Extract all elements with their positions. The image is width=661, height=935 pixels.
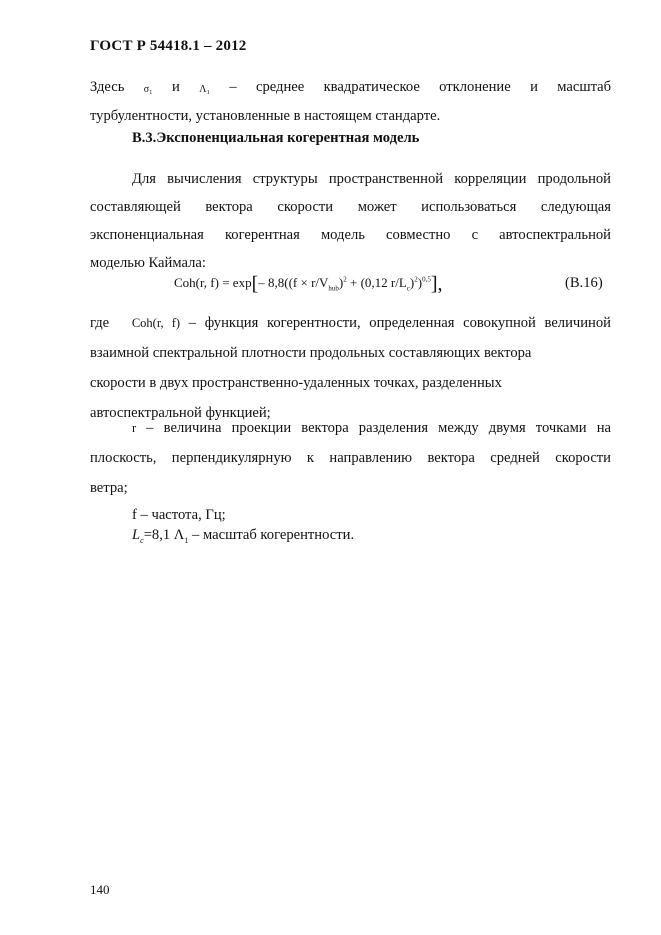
equation-number: (В.16) bbox=[565, 275, 603, 291]
paragraph-line-2: составляющей вектора скорости может использоваться следующая bbox=[90, 199, 611, 215]
def-f-text: – частота, Гц; bbox=[140, 507, 226, 523]
intro-line-2: турбулентности, установленные в настоящем стандарте. bbox=[90, 108, 441, 124]
f-symbol: f bbox=[132, 507, 137, 523]
where-block bbox=[90, 308, 611, 428]
where-line-2: взаимной спектральной плотности продольных составляющих вектора bbox=[90, 345, 532, 361]
coh-symbol: Coh(r, f) bbox=[131, 316, 181, 330]
lc-value: =8,1 Λ bbox=[143, 527, 185, 543]
main-paragraph bbox=[90, 165, 611, 277]
def-r-line-2: плоскость, перпендикулярную к направлению вектора средней скорости bbox=[90, 450, 611, 466]
where-label: где bbox=[90, 315, 110, 331]
formula-part-1: – 8,8((f × r/V bbox=[258, 275, 329, 290]
page-number: 140 bbox=[90, 882, 110, 897]
formula-exponent: 0,5 bbox=[422, 275, 431, 284]
where-line-4: автоспектральной функцией; bbox=[90, 405, 271, 421]
paragraph-line-4: моделью Каймала: bbox=[90, 255, 206, 271]
paragraph-line-1: Для вычисления структуры пространственной корреляции продольной bbox=[132, 171, 611, 187]
lc-symbol: L bbox=[132, 527, 141, 543]
intro-and: и bbox=[172, 79, 180, 95]
def-lc-text: – масштаб когерентности. bbox=[192, 527, 355, 543]
r-symbol: r bbox=[132, 421, 137, 435]
paragraph-line-3: экспоненциальная когерентная модель совместно с автоспектральной bbox=[90, 227, 611, 243]
def-r-line-1 bbox=[90, 413, 611, 443]
def-r-line-3: ветра; bbox=[90, 480, 128, 496]
formula-sub-hub: hub bbox=[328, 284, 339, 293]
formula-lhs: Coh(r, f) = exp bbox=[174, 275, 252, 290]
def-lc-line: $L_c=8,1$ $\Lambda_1$ – масштаб когерентности. bbox=[132, 527, 355, 545]
intro-rest: – среднее квадратическое отклонение и масштаб bbox=[229, 79, 612, 95]
where-line-3: скорости в двух пространственно-удаленных точках, разделенных bbox=[90, 375, 502, 391]
document-header: ГОСТ Р 54418.1 – 2012 bbox=[90, 38, 247, 54]
intro-paragraph bbox=[90, 74, 611, 129]
def-r-block bbox=[90, 413, 611, 503]
formula-tail: ], bbox=[430, 273, 443, 295]
sigma-symbol: σ₁ bbox=[143, 84, 153, 95]
intro-word-here: Здесь bbox=[90, 79, 125, 95]
where-rest: – функция когерентности, определенная совокупной величиной bbox=[188, 315, 611, 331]
coherence-formula: Coh(r, f) = exp[– $8,8((f \times r/V_{hub})^2 + (0,12$ $r/L_c)^2)^{0,5}$], bbox=[174, 273, 443, 295]
lambda-symbol: Λ₁ bbox=[199, 84, 210, 95]
def-r-rest: – величина проекции вектора разделения между двумя точками на bbox=[146, 420, 611, 436]
section-title: В.3.Экспоненциальная когерентная модель bbox=[132, 130, 420, 146]
intro-line-1 bbox=[90, 74, 611, 103]
where-line-1 bbox=[90, 308, 611, 338]
formula-sub-c: c bbox=[406, 284, 410, 293]
